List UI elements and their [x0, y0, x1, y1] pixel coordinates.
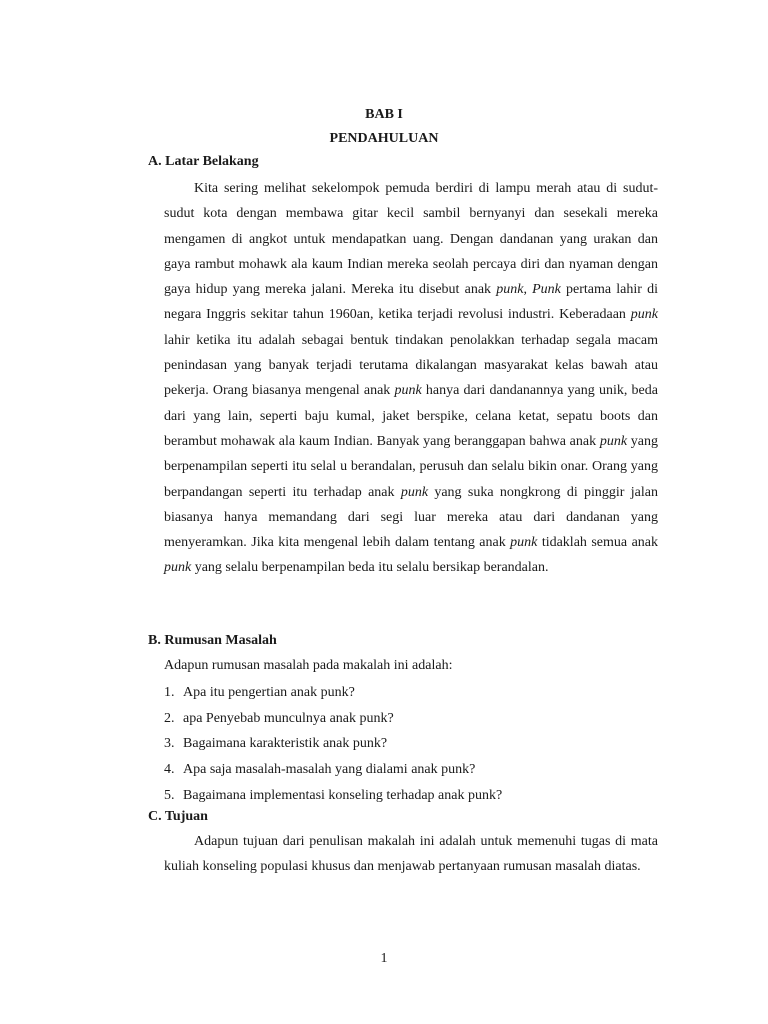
- text-run: hanya dari dandanannya yang unik, beda dari yang lain, seperti baju kumal, jaket berspike, celana ketat, sepatu boots dan berambut mohawak ala kaum Indian. Banyak yang beranggapan bahwa anak: [164, 383, 658, 449]
- text-run: Adapun tujuan dari penulisan makalah ini adalah untuk memenuhi tugas di mata kuliah konseling populasi khusus dan menjawab pertanyaan rumusan masalah diatas.: [164, 834, 658, 875]
- text-run: Kita sering melihat sekelompok pemuda berdiri di lampu merah atau di sudut- sudut kota dengan membawa gitar kecil sambil bernyanyi dan sesekali mereka mengamen di angkot untuk mendapatkan uang. Dengan dandanan yang urakan dan gaya rambut mohawk ala kaum Indian mereka seolah percaya diri dan nyaman dengan gaya hidup yang mereka jalani. Mereka itu disebut anak: [164, 181, 658, 298]
- section-c-paragraph: [164, 829, 658, 880]
- text-run: yang suka nongkrong di pinggir jalan biasanya hanya memandang dari segi luar mereka atau dari dandanan yang menyeramkan. Jika kita mengenal lebih dalam tentang anak: [164, 484, 658, 551]
- italic-term: punk: [400, 484, 429, 500]
- list-text: Bagaimana implementasi konseling terhadap anak punk?: [183, 787, 503, 803]
- italic-term: punk: [599, 433, 628, 449]
- text-run: pertama lahir di negara Inggris sekitar tahun 1960an, ketika terjadi revolusi industri. Keberadaan: [164, 282, 658, 323]
- page-number: 1: [380, 951, 388, 966]
- list-text: Bagaimana karakteristik anak punk?: [183, 736, 388, 752]
- list-number: 3.: [164, 736, 175, 752]
- section-a-heading: A. Latar Belakang: [148, 154, 259, 169]
- section-b-heading: B. Rumusan Masalah: [148, 633, 277, 648]
- list-text: apa Penyebab munculnya anak punk?: [183, 710, 394, 726]
- list-item: [164, 787, 502, 813]
- italic-term: punk: [496, 282, 524, 298]
- problem-list: [164, 684, 502, 812]
- list-item: [164, 735, 502, 761]
- italic-term: punk: [394, 383, 422, 399]
- list-item: [164, 684, 502, 710]
- chapter-title: PENDAHULUAN: [329, 131, 439, 146]
- list-item: [164, 761, 502, 787]
- italic-term: Punk: [532, 282, 561, 298]
- text-run: yang berpenampilan seperti itu selal u berandalan, perusuh dan selalu bikin onar. Orang yang berpandangan seperti itu terhadap anak: [164, 433, 658, 500]
- italic-term: punk: [164, 560, 192, 576]
- italic-term: punk: [510, 535, 538, 551]
- section-c-heading: C. Tujuan: [148, 809, 208, 824]
- list-text: Apa itu pengertian anak punk?: [183, 685, 355, 700]
- list-item: [164, 710, 502, 736]
- list-number: 5.: [164, 787, 175, 803]
- list-text: Apa saja masalah-masalah yang dialami anak punk?: [183, 762, 476, 778]
- text-run: yang selalu berpenampilan beda itu selalu bersikap berandalan.: [191, 560, 549, 576]
- section-b-intro: Adapun rumusan masalah pada makalah ini adalah:: [164, 658, 453, 673]
- list-number: 2.: [164, 710, 175, 726]
- list-number: 1.: [164, 685, 175, 700]
- section-a-paragraph: [164, 176, 658, 581]
- text-run: tidaklah semua anak: [537, 535, 658, 551]
- chapter-label: BAB I: [365, 107, 403, 122]
- italic-term: punk: [630, 307, 658, 323]
- list-number: 4.: [164, 762, 175, 778]
- text-run: ,: [523, 282, 533, 298]
- text-run: lahir ketika itu adalah sebagai bentuk tindakan penolakkan terhadap segala macam penindasan yang banyak terjadi terutama dikalangan masyarakat kelas bawah atau pekerja. Orang biasanya mengenal anak: [164, 332, 658, 399]
